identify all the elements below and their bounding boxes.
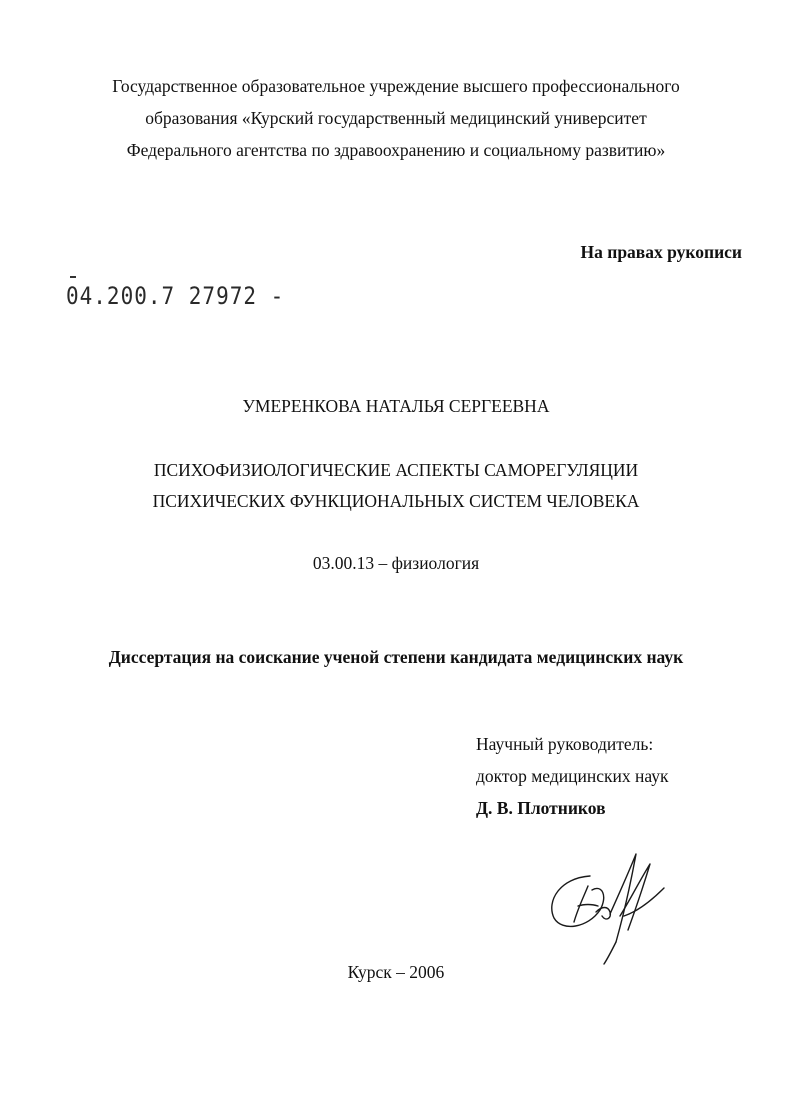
institution-line-3: Федерального агентства по здравоохранению и социальному развитию» — [126, 140, 666, 160]
signature-icon — [540, 846, 670, 966]
degree-statement: Диссертация на соискание ученой степени кандидата медицинских наук — [108, 647, 684, 667]
registration-stamp: 04.200.7 27972 - — [66, 282, 285, 310]
thesis-title-line-2: ПСИХИЧЕСКИХ ФУНКЦИОНАЛЬНЫХ СИСТЕМ ЧЕЛОВЕКА — [152, 491, 640, 511]
stamp-mark-icon — [70, 276, 76, 278]
supervisor-name: Д. В. Плотников — [476, 798, 606, 818]
city-year: Курск – 2006 — [347, 962, 445, 982]
institution-line-2: образования «Курский государственный медицинский университет — [145, 108, 647, 128]
rights-note: На правах рукописи — [580, 242, 742, 262]
specialty-code: 03.00.13 – физиология — [312, 553, 480, 573]
thesis-title-line-1: ПСИХОФИЗИОЛОГИЧЕСКИЕ АСПЕКТЫ САМОРЕГУЛЯЦИИ — [153, 460, 639, 480]
supervisor-role: Научный руководитель: — [476, 734, 654, 754]
supervisor-degree: доктор медицинских наук — [476, 766, 669, 786]
author-name: УМЕРЕНКОВА НАТАЛЬЯ СЕРГЕЕВНА — [242, 396, 550, 416]
institution-line-1: Государственное образовательное учреждение высшего профессионального — [112, 76, 680, 96]
